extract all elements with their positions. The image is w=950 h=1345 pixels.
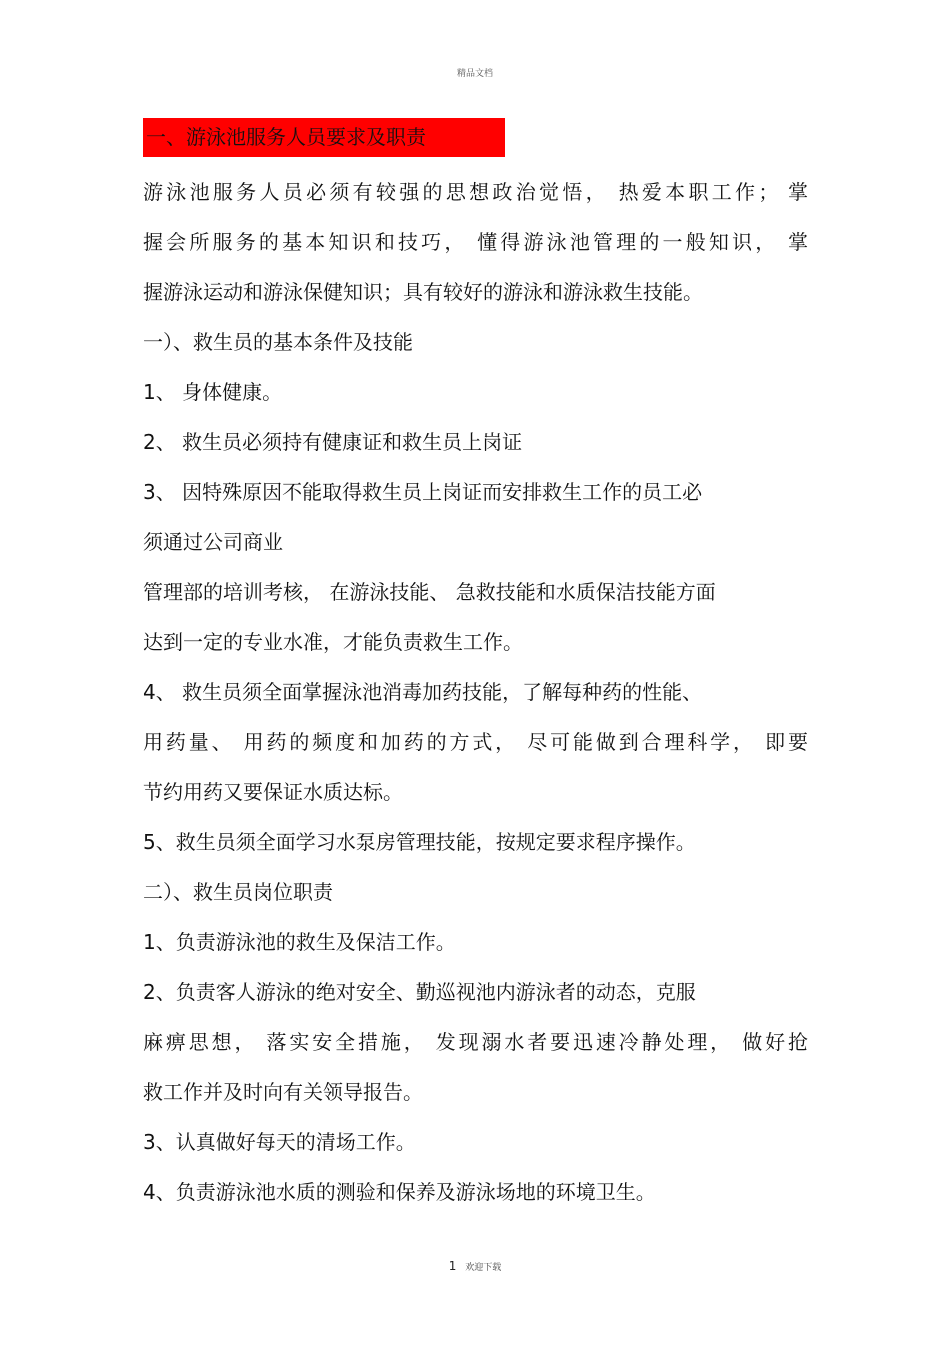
- text-line: 3、 因特殊原因不能取得救生员上岗证而安排救生工作的员工必: [143, 480, 703, 504]
- text-line: 4、负责游泳池水质的测验和保养及游泳场地的环境卫生。: [143, 1180, 656, 1204]
- text-line: 5、救生员须全面学习水泵房管理技能，按规定要求程序操作。: [143, 830, 696, 854]
- text-line: 二）、救生员岗位职责: [143, 880, 333, 904]
- text-line: 2、负责客人游泳的绝对安全、勤巡视池内游泳者的动态，克服: [143, 980, 696, 1004]
- text-line: 用药量、 用药的频度和加药的方式， 尽可能做到合理科学， 即要: [143, 730, 808, 754]
- text-line: 游泳池服务人员必须有较强的思想政治觉悟， 热爱本职工作； 掌: [143, 180, 808, 204]
- text-line: 须通过公司商业: [143, 530, 283, 554]
- header-watermark: 精品文档: [456, 69, 493, 79]
- page-footer: [0, 1259, 950, 1273]
- text-line: 1、负责游泳池的救生及保洁工作。: [143, 930, 456, 954]
- text-line: 1、 身体健康。: [143, 380, 283, 404]
- text-line: 3、认真做好每天的清场工作。: [143, 1130, 416, 1154]
- text-line: 达到一定的专业水准，才能负责救生工作。: [143, 630, 523, 654]
- page-number: 1: [448, 1259, 457, 1273]
- text-line: 节约用药又要保证水质达标。: [143, 780, 403, 804]
- footer-note: 欢迎下载: [465, 1263, 502, 1273]
- body-text: [143, 167, 808, 1217]
- text-line: 救工作并及时向有关领导报告。: [143, 1080, 423, 1104]
- section-title: 一、游泳池服务人员要求及职责: [143, 118, 505, 157]
- text-line: 握会所服务的基本知识和技巧， 懂得游泳池管理的一般知识， 掌: [143, 230, 808, 254]
- text-line: 握游泳运动和游泳保健知识；具有较好的游泳和游泳救生技能。: [143, 280, 703, 304]
- text-line: 管理部的培训考核， 在游泳技能、 急救技能和水质保洁技能方面: [143, 580, 716, 604]
- text-line: 麻痹思想， 落实安全措施， 发现溺水者要迅速冷静处理， 做好抢: [143, 1030, 808, 1054]
- text-line: 4、 救生员须全面掌握泳池消毒加药技能，了解每种药的性能、: [143, 680, 703, 704]
- text-line: 一）、救生员的基本条件及技能: [143, 330, 413, 354]
- text-line: 2、 救生员必须持有健康证和救生员上岗证: [143, 430, 523, 454]
